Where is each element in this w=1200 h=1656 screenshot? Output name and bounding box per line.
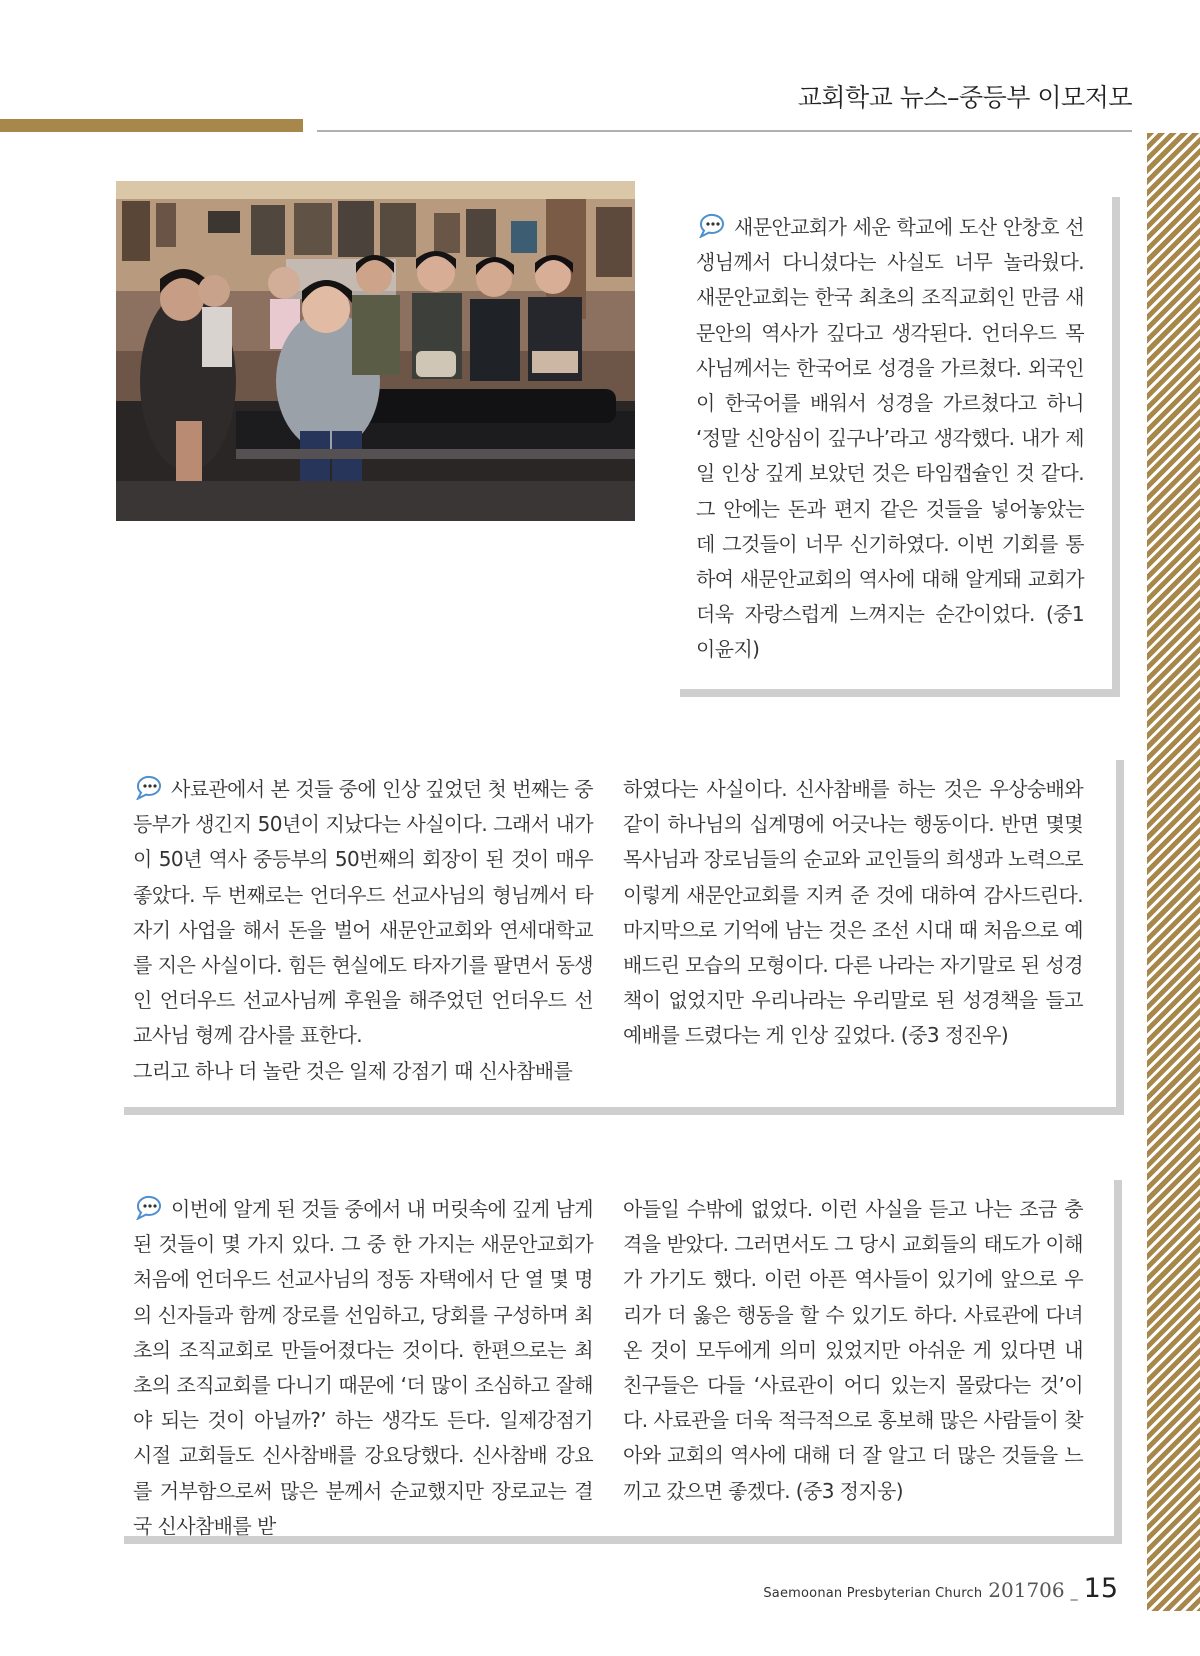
article-2-paragraph-1: 사료관에서 본 것들 중에 인상 깊었던 첫 번째는 중등부가 생긴지 50년이 지났다는 사실이다. 그래서 내가 이 50년 역사 중등부의 50번째의 회장이 된 것이 매우 좋았다. 두 번째로는 언더우드 선교사님의 형님께서 타자기 사업을 해서 돈을 벌어 새문안교회와 연세대학교를 지은 사실이다. 힘든 현실에도 타자기를 팔면서 동생인 언더우드 선교사님께 후원을 해주었던 언더우드 선교사님 형께 감사를 표한다. <box>133 777 593 1048</box>
page-number: 15 <box>1083 1573 1118 1604</box>
footer-issue: 201706 <box>988 1578 1065 1602</box>
article-1-body: 새문안교회가 세운 학교에 도산 안창호 선생님께서 다니셨다는 사실도 너무 놀라웠다. 새문안교회는 한국 최초의 조직교회인 만큼 새문안의 역사가 깊다고 생각된다. 언더우드 목사님께서는 한국어로 성경을 가르쳤다. 외국인이 한국어를 배워서 성경을 가르쳤다고 하니 ‘정말 신앙심이 깊구나’라고 생각했다. 내가 제일 인상 깊게 보았던 것은 타임캡슐인 것 같다. 그 안에는 돈과 편지 같은 것들을 넣어놓았는데 그것들이 너무 신기하였다. 이번 기회를 통하여 새문안교회의 역사에 대해 알게돼 교회가 더욱 자랑스럽게 느껴지는 순간이었다. (중1 이윤지) <box>696 215 1084 662</box>
article-2-column-2 <box>623 772 1083 1054</box>
header-rule <box>317 130 1132 132</box>
article-3-column-1 <box>133 1192 593 1544</box>
article-3-column-2 <box>623 1192 1083 1509</box>
page-footer <box>763 1573 1118 1604</box>
speech-bubble-icon <box>133 774 165 800</box>
article-2-paragraph-2: 그리고 하나 더 놀란 것은 일제 강점기 때 신사참배를 <box>133 1058 573 1083</box>
article-2-column-1 <box>133 772 593 1089</box>
article-1-text <box>696 210 1084 668</box>
article-3-paragraph-2: 아들일 수밖에 없었다. 이런 사실을 듣고 나는 조금 충격을 받았다. 그러면서도 그 당시 교회들의 태도가 이해가 가기도 했다. 이런 아픈 역사들이 있기에 앞으로 우리가 더 옳은 행동을 할 수 있기도 하다. 사료관에 다녀온 것이 모두에게 의미 있었지만 아쉬운 게 있다면 내 친구들은 다들 ‘사료관이 어디 있는지 몰랐다는 것’이다. 사료관을 더욱 적극적으로 홍보해 많은 사람들이 찾아와 교회의 역사에 대해 더 잘 알고 더 많은 것들을 느끼고 갔으면 좋겠다. (중3 정지웅) <box>623 1197 1083 1503</box>
photo-illustration <box>116 181 635 521</box>
article-3-paragraph-1: 이번에 알게 된 것들 중에서 내 머릿속에 깊게 남게 된 것들이 몇 가지 있다. 그 중 한 가지는 새문안교회가 처음에 언더우드 선교사님의 정동 자택에서 단 열 몇 명의 신자들과 함께 장로를 선임하고, 당회를 구성하며 최초의 조직교회로 만들어졌다는 것이다. 한편으로는 최초의 조직교회를 다니기 때문에 ‘더 많이 조심하고 잘해야 되는 것이 아닐까?’ 하는 생각도 든다. 일제강점기 시절 교회들도 신사참배를 강요당했다. 신사참배 강요를 거부함으로써 많은 분께서 순교했지만 장로교는 결국 신사참배를 받 <box>133 1197 593 1538</box>
page-header-title: 교회학교 뉴스–중등부 이모저모 <box>797 83 1132 112</box>
speech-bubble-icon <box>696 212 728 238</box>
speech-bubble-icon <box>133 1194 165 1220</box>
museum-group-photo <box>116 181 635 521</box>
footer-church-name: Saemoonan Presbyterian Church <box>763 1586 983 1601</box>
article-2-paragraph-3: 하였다는 사실이다. 신사참배를 하는 것은 우상숭배와 같이 하나님의 십계명에 어긋나는 행동이다. 반면 몇몇 목사님과 장로님들의 순교와 교인들의 희생과 노력으로 이렇게 새문안교회를 지켜 준 것에 대하여 감사드린다. 마지막으로 기억에 남는 것은 조선 시대 때 처음으로 예배드린 모습의 모형이다. 다른 나라는 자기말로 된 성경책이 없었지만 우리나라는 우리말로 된 성경책을 들고 예배를 드렸다는 게 인상 깊었다. (중3 정진우) <box>623 777 1083 1048</box>
side-decorative-stripe <box>1147 133 1200 1611</box>
footer-separator: _ <box>1070 1585 1078 1601</box>
header-accent-bar <box>0 119 303 132</box>
